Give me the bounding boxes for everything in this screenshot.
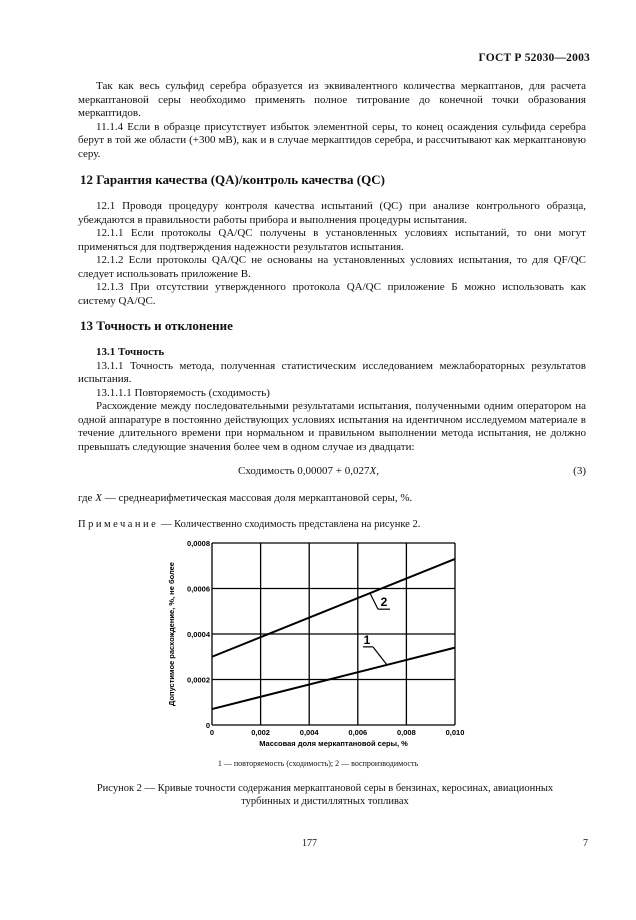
- y-tick-label: 0,0006: [187, 584, 210, 594]
- series-line-1: [212, 648, 455, 709]
- section-12-title: 12 Гарантия качества (QA)/контроль качества (QC): [80, 172, 385, 187]
- x-tick-label: 0,010: [445, 728, 465, 737]
- page-number-right: 7: [583, 838, 588, 849]
- paragraph: 12.1.2 Если протоколы QA/QC не основаны на установленных условиях испытания, то для QF/QC следует использовать приложение В.: [78, 254, 586, 280]
- x-tick-label: 0: [209, 728, 215, 737]
- x-tick-label: 0,004: [299, 728, 319, 737]
- y-tick-label: 0,0004: [187, 630, 210, 639]
- series-label-leader: [373, 647, 387, 665]
- y-axis-label: Допустимое расхождение, %, не более: [167, 562, 176, 706]
- paragraph: Расхождение между последовательными результатами испытания, полученными одним оператором на одной аппаратуре в постоянно действующих условиях испытания на идентичном исследуемом материале в течение длительного времени при нормальном и правильном выполнении метода испытания, не должно превышать следующие значения более чем в одном случае из двадцати:: [78, 400, 586, 453]
- series-line-2: [212, 559, 455, 657]
- paragraph: Так как весь сульфид серебра образуется из эквивалентного количества меркаптанов, для расчета меркаптановой серы необходимо применять полное титрование до конечной точки образования меркаптидов.: [78, 80, 586, 119]
- where-clause: где X — среднеарифметическая массовая доля меркаптановой серы, %.: [78, 492, 413, 504]
- equation-formula: Сходимость 0,00007 + 0,027X,: [238, 465, 379, 477]
- subsection-title: 13.1 Точность: [96, 346, 165, 358]
- chart-legend: 1 — повторяемость (сходимость); 2 — воспроизводимость: [217, 759, 419, 768]
- y-tick-label: 0,0002: [187, 675, 210, 685]
- paragraph: 12.1 Проводя процедуру контроля качества испытаний (QC) при анализе контрольного образца, убеждаются в правильности работы прибора и выполнения процедуры испытания.: [78, 200, 586, 226]
- y-tick-label: 0,0008: [187, 539, 210, 548]
- page-number-center: 177: [302, 838, 317, 849]
- x-tick-label: 0,006: [348, 728, 368, 737]
- series-label-2: 2: [380, 595, 388, 610]
- x-tick-label: 0,002: [251, 728, 270, 737]
- paragraph: 13.1.1.1 Повторяемость (сходимость): [96, 386, 270, 399]
- document-header: ГОСТ Р 52030—2003: [478, 52, 590, 64]
- equation-number: (3): [573, 465, 586, 477]
- figure-caption: Рисунок 2 — Кривые точности содержания меркаптановой серы в бензинах, керосинах, авиационных турбинных и дистиллятных топливах: [96, 783, 554, 807]
- section-13-title: 13 Точность и отклонение: [80, 318, 233, 333]
- x-axis-label: Массовая доля меркаптановой серы, %: [259, 739, 408, 748]
- series-label-1: 1: [363, 632, 371, 647]
- paragraph: 13.1.1 Точность метода, полученная статистическим исследованием межлабораторных результатов испытания.: [78, 359, 586, 385]
- x-tick-label: 0,008: [397, 728, 416, 737]
- paragraph: 12.1.1 Если протоколы QA/QC получены в установленных условиях испытаний, то они могут применяться для подтверждения надежности результатов испытания.: [78, 227, 586, 253]
- paragraph: 12.1.3 При отсутствии утвержденного протокола QA/QC приложение Б можно использовать как систему QA/QC.: [78, 281, 586, 307]
- series-label-leader: [370, 593, 378, 609]
- y-tick-label: 0: [205, 721, 210, 730]
- note: Примечание — Количественно сходимость представлена на рисунке 2.: [78, 519, 421, 530]
- paragraph: 11.1.4 Если в образце присутствует избыток элементной серы, то конец осаждения сульфида серебра берут в той же области (+300 мВ), как и в случае меркаптидов серебра, и рассчитывают как меркаптановую серу.: [78, 120, 586, 160]
